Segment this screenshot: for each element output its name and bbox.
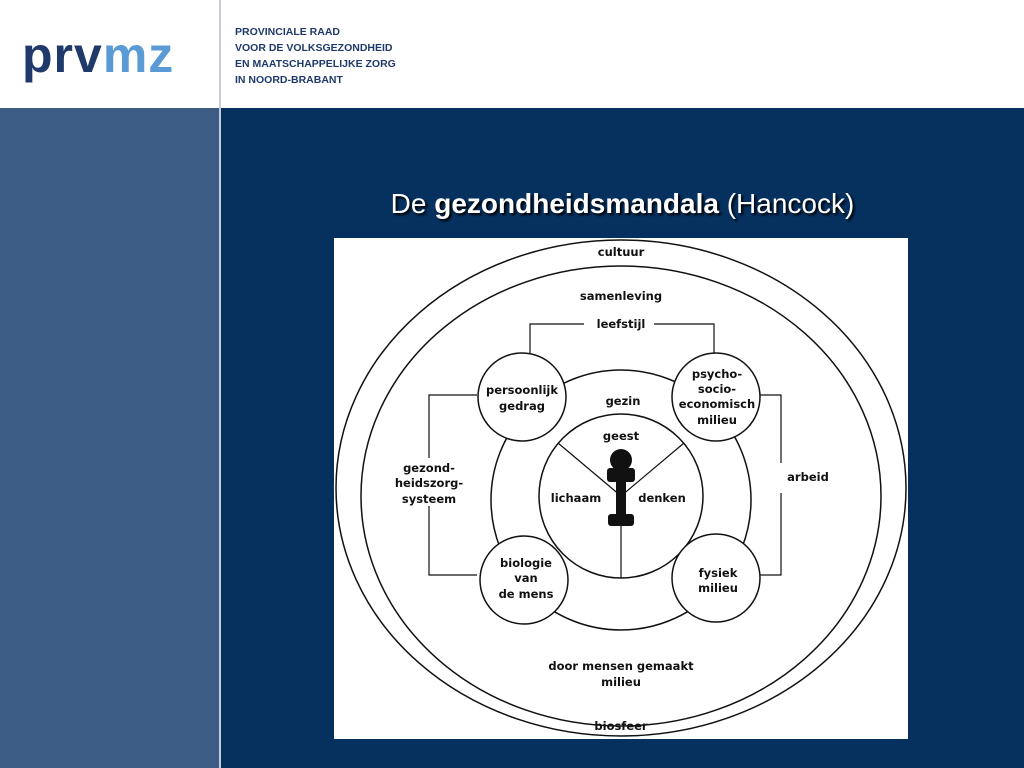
connector-arbeid-top xyxy=(759,395,781,463)
org-line-3: EN MAATSCHAPPELIJKE ZORG xyxy=(235,58,396,70)
label-geest: geest xyxy=(602,429,640,443)
label-leefstijl: leefstijl xyxy=(596,317,646,331)
label-samenleving: samenleving xyxy=(579,289,663,303)
connector-arbeid-bottom xyxy=(759,493,781,575)
mandala-svg xyxy=(334,238,908,739)
logo-part-prv: prv xyxy=(22,27,103,83)
label-de-mens: de mens xyxy=(498,587,554,601)
slide-title xyxy=(221,184,1024,224)
left-sidebar xyxy=(0,108,219,768)
label-gezin: gezin xyxy=(605,394,641,408)
label-door-mensen-milieu: milieu xyxy=(601,675,641,689)
connector-zorg-top xyxy=(429,395,477,458)
label-economisch: economisch xyxy=(678,397,756,411)
circle-persoonlijk-gedrag xyxy=(478,353,566,441)
label-psycho: psycho- xyxy=(691,367,743,381)
label-persoonlijk: persoonlijk xyxy=(485,383,559,397)
label-fysiek: fysiek xyxy=(698,566,738,580)
label-door-mensen-gemaakt: door mensen gemaakt xyxy=(548,659,694,673)
health-mandala-diagram xyxy=(334,238,908,739)
label-biologie: biologie xyxy=(500,556,552,570)
title-main: gezondheidsmandala xyxy=(434,188,719,219)
label-milieu-fysiek: milieu xyxy=(698,581,738,595)
label-milieu-psycho: milieu xyxy=(697,413,737,427)
logo-part-mz: mz xyxy=(102,27,175,83)
connector-leefstijl-right xyxy=(654,324,714,353)
title-suffix: (Hancock) xyxy=(726,188,855,219)
label-socio: socio- xyxy=(697,382,737,396)
connector-zorg-bottom xyxy=(429,506,477,575)
org-line-4: IN NOORD-BRABANT xyxy=(235,74,343,86)
label-arbeid: arbeid xyxy=(787,470,829,484)
label-van: van xyxy=(514,571,538,585)
label-biosfeer: biosfeer xyxy=(594,719,648,733)
org-line-2: VOOR DE VOLKSGEZONDHEID xyxy=(235,42,393,54)
prvmz-logo[interactable] xyxy=(22,27,175,83)
header xyxy=(0,0,1024,108)
label-gezond: gezond- xyxy=(403,461,455,475)
label-denken: denken xyxy=(638,491,686,505)
connector-leefstijl-left xyxy=(530,324,584,353)
label-gedrag: gedrag xyxy=(499,399,545,413)
label-systeem: systeem xyxy=(401,492,457,506)
organization-name xyxy=(235,24,435,88)
header-divider xyxy=(219,0,221,108)
title-prefix: De xyxy=(390,188,427,219)
org-line-1: PROVINCIALE RAAD xyxy=(235,26,341,38)
label-lichaam: lichaam xyxy=(550,491,602,505)
label-cultuur: cultuur xyxy=(597,245,645,259)
label-heidszorg: heidszorg- xyxy=(394,476,464,490)
